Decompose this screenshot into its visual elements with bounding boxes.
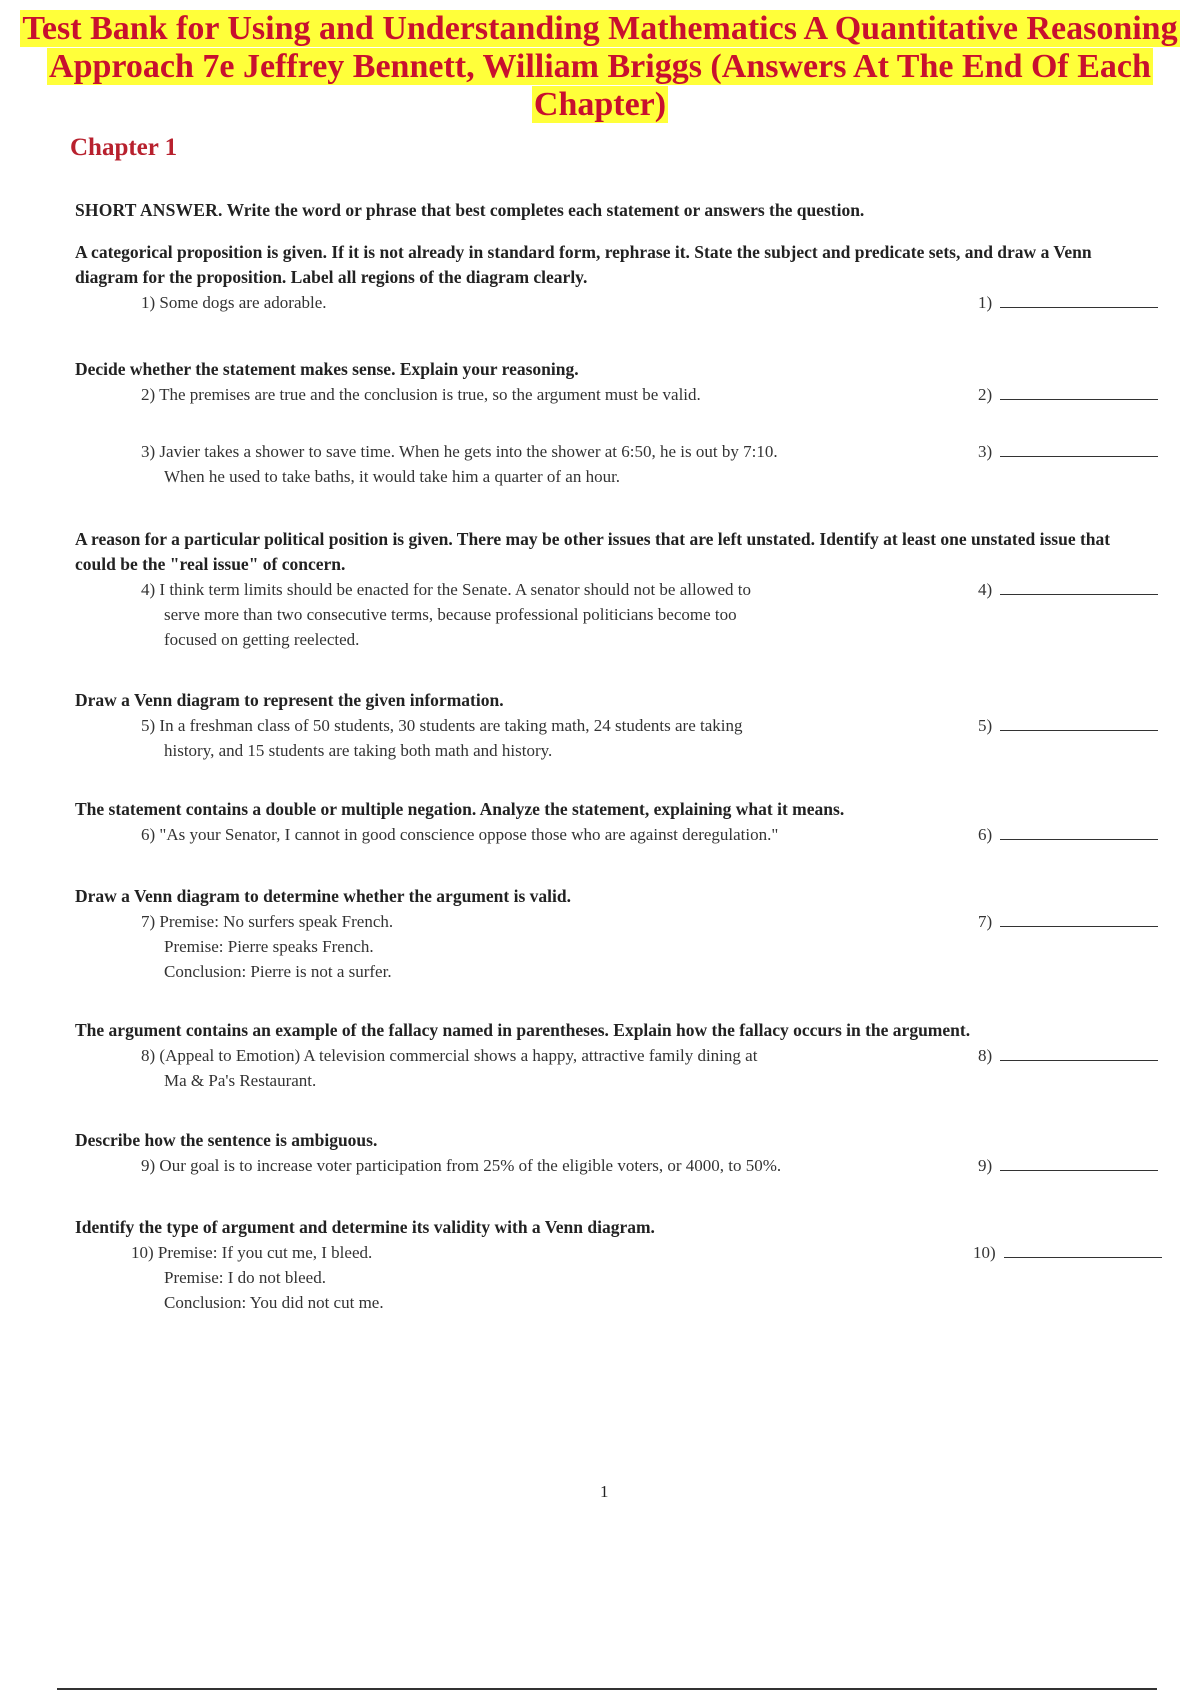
answer-label: 3): [978, 442, 993, 461]
question-8: [75, 1043, 1165, 1093]
section-categorical-proposition: [75, 240, 1165, 315]
question-text: Premise: No surfers speak French.: [159, 912, 394, 931]
question-number: 6): [141, 825, 156, 844]
section-heading: Identify the type of argument and determine its validity with a Venn diagram.: [75, 1217, 655, 1237]
question-text-line: serve more than two consecutive terms, because professional politicians become too: [164, 605, 737, 624]
answer-slot-10: [973, 1240, 1153, 1265]
question-number: 5): [141, 716, 156, 735]
section-heading: Draw a Venn diagram to determine whether the argument is valid.: [75, 886, 571, 906]
question-10: [75, 1240, 1165, 1315]
section-heading: Draw a Venn diagram to represent the given information.: [75, 690, 504, 710]
question-number: 1): [141, 293, 156, 312]
answer-blank-1[interactable]: [1000, 292, 1158, 308]
page-bottom-rule: [57, 1688, 1157, 1690]
question-text-line: Conclusion: Pierre is not a surfer.: [164, 962, 392, 981]
answer-slot-7: [978, 909, 1158, 934]
answer-blank-2[interactable]: [1000, 384, 1158, 400]
question-text: In a freshman class of 50 students, 30 students are taking math, 24 students are taking: [159, 716, 743, 735]
answer-blank-4[interactable]: [1000, 579, 1158, 595]
question-text: The premises are true and the conclusion is true, so the argument must be valid.: [159, 385, 701, 404]
question-7: [75, 909, 1165, 984]
section-heading: Decide whether the statement makes sense. Explain your reasoning.: [75, 359, 579, 379]
answer-label: 6): [978, 825, 993, 844]
answer-slot-4: [978, 577, 1158, 602]
question-number: 7): [141, 912, 156, 931]
question-2: [75, 382, 1165, 407]
question-text-line: Conclusion: You did not cut me.: [164, 1293, 384, 1312]
section-ambiguous: [75, 1128, 1165, 1178]
question-text-line: Premise: Pierre speaks French.: [164, 937, 374, 956]
answer-slot-1: [978, 290, 1158, 315]
section-makes-sense: [75, 357, 1165, 489]
chapter-heading: Chapter 1: [70, 134, 178, 161]
answer-blank-8[interactable]: [1000, 1045, 1158, 1061]
answer-blank-3[interactable]: [1000, 441, 1158, 457]
answer-slot-3: [978, 439, 1158, 464]
section-heading: A categorical proposition is given. If it is not already in standard form, rephrase it. State the subject and predicate sets, and draw a Venn diagram for the proposition. Label all regions of the diagram clearly.: [75, 242, 1092, 287]
instructions: [75, 200, 1135, 221]
answer-label: 4): [978, 580, 993, 599]
answer-blank-9[interactable]: [1000, 1155, 1158, 1171]
section-fallacy: [75, 1018, 1165, 1093]
question-5: [75, 713, 1165, 763]
question-number: 4): [141, 580, 156, 599]
document-title: [18, 10, 1182, 124]
document-title-text: Test Bank for Using and Understanding Mathematics A Quantitative Reasoning Approach 7e Jeffrey Bennett, William Briggs (Answers At The End Of Each Chapter): [22, 10, 1178, 123]
instructions-lead: SHORT ANSWER.: [75, 200, 223, 220]
section-venn-information: [75, 688, 1165, 763]
section-double-negation: [75, 797, 1165, 847]
answer-label: 1): [978, 293, 993, 312]
question-9: [75, 1153, 1165, 1178]
question-text: (Appeal to Emotion) A television commercial shows a happy, attractive family dining at: [159, 1046, 758, 1065]
answer-blank-6[interactable]: [1000, 824, 1158, 840]
page-number: 1: [600, 1482, 609, 1501]
section-political-position: [75, 527, 1165, 652]
answer-blank-10[interactable]: [1004, 1242, 1162, 1258]
question-number: 9): [141, 1156, 156, 1175]
answer-slot-5: [978, 713, 1158, 738]
answer-label: 9): [978, 1156, 993, 1175]
question-4: [75, 577, 1165, 652]
section-heading: The argument contains an example of the fallacy named in parentheses. Explain how the fallacy occurs in the argument.: [75, 1020, 971, 1040]
answer-slot-8: [978, 1043, 1158, 1068]
answer-label: 8): [978, 1046, 993, 1065]
answer-label: 5): [978, 716, 993, 735]
question-6: [75, 822, 1165, 847]
question-number: 10): [131, 1243, 154, 1262]
question-1: [75, 290, 1165, 315]
question-text: "As your Senator, I cannot in good conscience oppose those who are against deregulation.": [159, 825, 779, 844]
answer-slot-2: [978, 382, 1158, 407]
section-heading: Describe how the sentence is ambiguous.: [75, 1130, 378, 1150]
question-number: 3): [141, 442, 156, 461]
question-text: I think term limits should be enacted for the Senate. A senator should not be allowed to: [159, 580, 751, 599]
question-number: 8): [141, 1046, 156, 1065]
question-text: Javier takes a shower to save time. When he gets into the shower at 6:50, he is out by 7:10.: [159, 442, 778, 461]
question-text: Some dogs are adorable.: [159, 293, 327, 312]
answer-blank-5[interactable]: [1000, 715, 1158, 731]
question-text: Our goal is to increase voter participation from 25% of the eligible voters, or 4000, to 50%.: [159, 1156, 782, 1175]
question-text-line: history, and 15 students are taking both math and history.: [164, 741, 553, 760]
question-text-line: Ma & Pa's Restaurant.: [164, 1071, 317, 1090]
question-text: Premise: If you cut me, I bleed.: [157, 1243, 373, 1262]
answer-label: 7): [978, 912, 993, 931]
question-text-line: Premise: I do not bleed.: [164, 1268, 326, 1287]
question-3: [75, 439, 1165, 489]
answer-slot-9: [978, 1153, 1158, 1178]
section-heading: A reason for a particular political position is given. There may be other issues that are left unstated. Identify at least one unstated issue that could be the "real issue" of concern.: [75, 529, 1111, 574]
section-argument-type: [75, 1215, 1165, 1315]
section-heading: The statement contains a double or multiple negation. Analyze the statement, explaining what it means.: [75, 799, 845, 819]
question-number: 2): [141, 385, 156, 404]
answer-blank-7[interactable]: [1000, 911, 1158, 927]
question-text-line: focused on getting reelected.: [164, 630, 360, 649]
instructions-text: Write the word or phrase that best completes each statement or answers the question.: [226, 200, 865, 220]
answer-label: 10): [973, 1243, 996, 1262]
answer-label: 2): [978, 385, 993, 404]
answer-slot-6: [978, 822, 1158, 847]
section-venn-validity: [75, 884, 1165, 984]
question-text-line: When he used to take baths, it would take him a quarter of an hour.: [164, 467, 621, 486]
